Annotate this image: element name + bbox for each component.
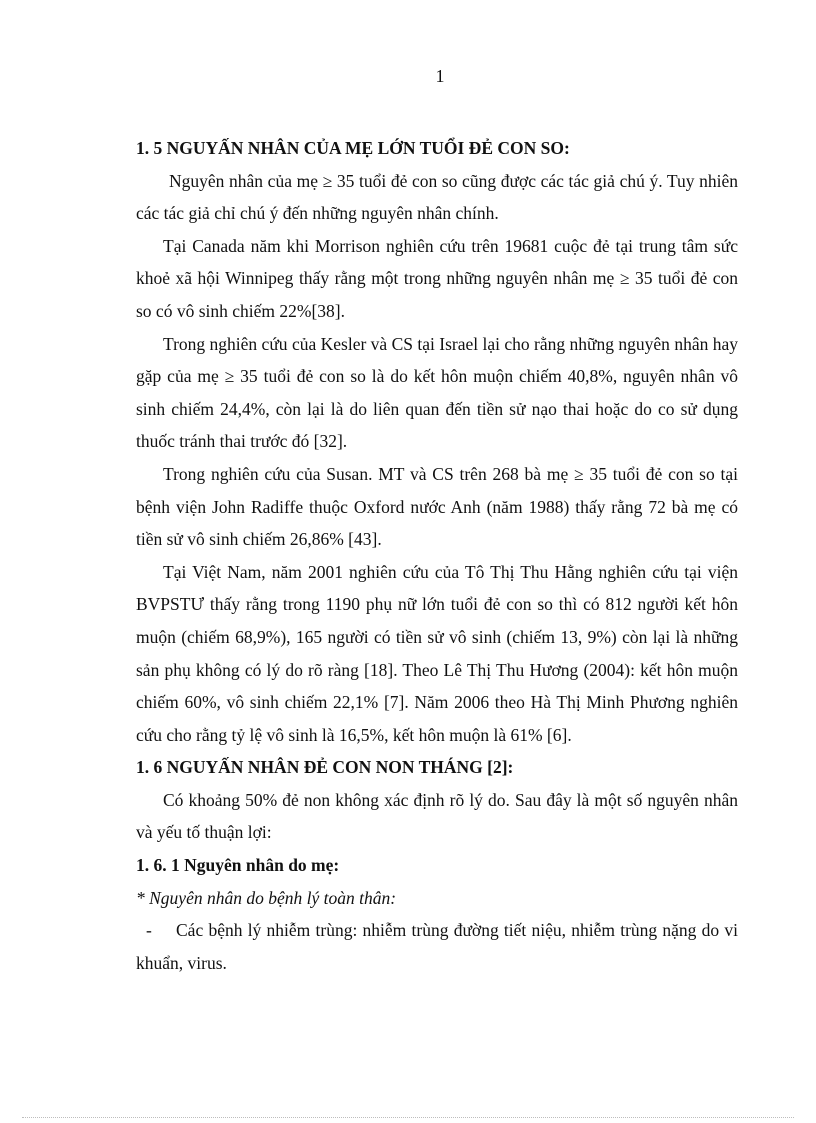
paragraph: Trong nghiên cứu của Kesler và CS tại Israel lại cho rằng những nguyên nhân hay gặp của mẹ ≥ 35 tuổi đẻ con so là do kết hôn muộn chiếm 40,8%, nguyên nhân vô sinh chiếm 24,4%, còn lại là do liên quan đến tiền sử nạo thai hoặc do co sử dụng thuốc tránh thai trước đó [32]. (136, 333, 738, 452)
section-heading-1-5: 1. 5 NGUYẤN NHÂN CỦA MẸ LỚN TUỔI ĐẺ CON SO: (136, 138, 570, 158)
paragraph: Nguyên nhân của mẹ ≥ 35 tuổi đẻ con so cũng được các tác giả chú ý. Tuy nhiên các tác giả chỉ chú ý đến những nguyên nhân chính. (136, 170, 738, 224)
paragraph: Có khoảng 50% đẻ non không xác định rõ lý do. Sau đây là một số nguyên nhân và yếu tố thuận lợi: (136, 789, 738, 843)
bullet-dash: - (146, 920, 152, 941)
section-heading-1-6: 1. 6 NGUYẤN NHÂN ĐẺ CON NON THÁNG [2]: (136, 757, 514, 778)
list-item (136, 914, 738, 979)
document-body (136, 132, 738, 979)
paragraph: Tại Canada năm khi Morrison nghiên cứu trên 19681 cuộc đẻ tại trung tâm sức khoẻ xã hội Winnipeg thấy rằng một trong những nguyên nhân mẹ ≥ 35 tuổi đẻ con so có vô sinh chiếm 22%[38]. (136, 235, 738, 321)
list-item-text: Các bệnh lý nhiễm trùng: nhiễm trùng đường tiết niệu, nhiễm trùng nặng do vi khuẩn, virus. (136, 920, 738, 973)
page-bottom-divider (22, 1117, 794, 1118)
subsection-heading-1-6-1: 1. 6. 1 Nguyên nhân do mẹ: (136, 855, 340, 876)
page-number: 1 (435, 66, 445, 86)
paragraph: Tại Việt Nam, năm 2001 nghiên cứu của Tô Thị Thu Hằng nghiên cứu tại viện BVPSTƯ thấy rằng trong 1190 phụ nữ lớn tuổi đẻ con so thì có 812 người kết hôn muộn (chiếm 68,9%), 165 người có tiền sử vô sinh (chiếm 13, 9%) còn lại là những sản phụ không có lý do rõ ràng [18]. Theo Lê Thị Thu Hương (2004): kết hôn muộn chiếm 60%, vô sinh chiếm 22,1% [7]. Năm 2006 theo Hà Thị Minh Phương nghiên cứu cho rằng tỷ lệ vô sinh là 16,5%, kết hôn muộn là 61% [6]. (136, 561, 738, 745)
italic-subheading: * Nguyên nhân do bệnh lý toàn thân: (136, 887, 397, 908)
paragraph: Trong nghiên cứu của Susan. MT và CS trên 268 bà mẹ ≥ 35 tuổi đẻ con so tại bệnh viện John Radiffe thuộc Oxford nước Anh (năm 1988) thấy rằng 72 bà mẹ có tiền sử vô sinh chiếm 26,86% [43]. (136, 463, 738, 550)
